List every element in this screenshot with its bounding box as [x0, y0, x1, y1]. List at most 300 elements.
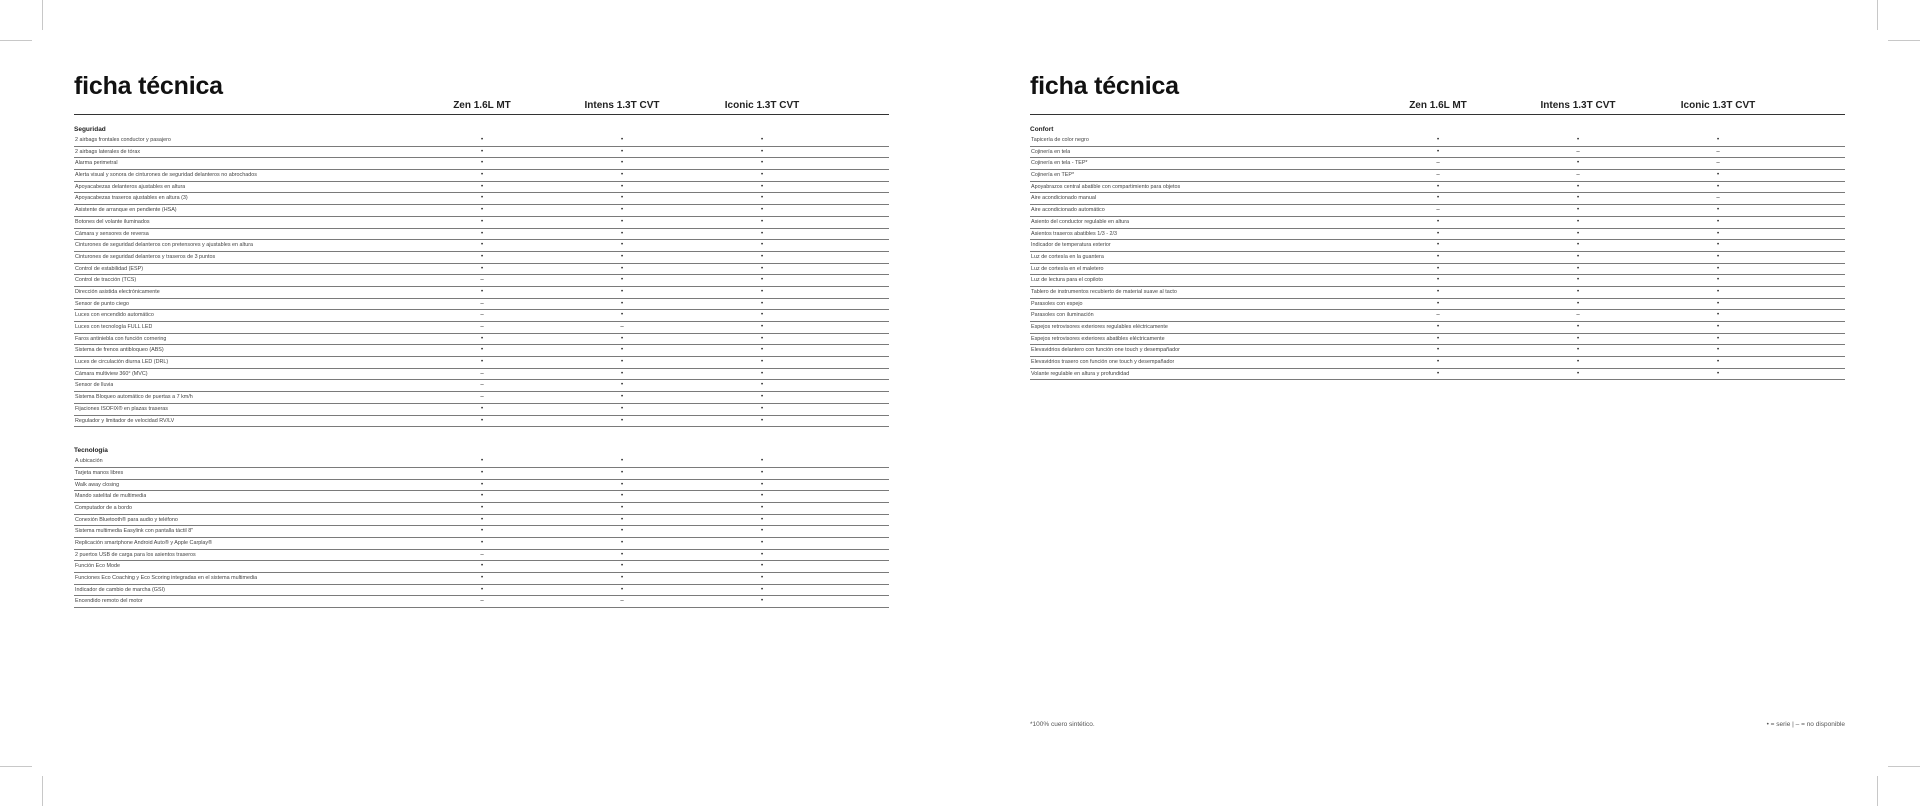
table-row [1030, 322, 1845, 334]
availability-mark: • [480, 417, 484, 424]
availability-mark: • [620, 516, 624, 523]
table-row [74, 480, 889, 492]
table-row [74, 526, 889, 538]
availability-mark: • [620, 417, 624, 424]
availability-mark: • [480, 540, 484, 546]
availability-mark: • [1436, 347, 1440, 354]
availability-mark: • [1436, 218, 1440, 225]
availability-mark: • [480, 148, 484, 155]
availability-mark: – [1436, 312, 1440, 319]
table-row [1030, 135, 1845, 147]
availability-mark: • [480, 218, 484, 225]
availability-mark: • [1716, 288, 1720, 295]
availability-mark: • [760, 563, 764, 570]
feature-label: Sistema Bloqueo automático de puertas a 7 km/h [75, 394, 193, 401]
availability-mark: • [1436, 277, 1440, 284]
availability-mark: • [760, 405, 764, 412]
availability-mark: • [760, 516, 764, 523]
table-row [74, 205, 889, 217]
availability-mark: • [620, 148, 624, 155]
availability-mark: • [760, 335, 764, 342]
availability-mark: • [620, 172, 624, 179]
crop-mark [0, 766, 32, 767]
availability-mark: • [480, 493, 484, 500]
table-row [1030, 182, 1845, 194]
table-row [74, 573, 889, 585]
availability-mark: • [1716, 277, 1720, 284]
availability-mark: • [760, 230, 764, 237]
feature-label: Parasoles con espejo [1031, 300, 1083, 307]
column-header-zen: Zen 1.6L MT [453, 100, 511, 111]
availability-mark: • [1716, 335, 1720, 342]
availability-mark: • [620, 347, 624, 354]
feature-label: 2 puertos USB de carga para los asientos traseros [75, 551, 196, 558]
availability-mark: • [480, 242, 484, 249]
availability-mark: • [760, 218, 764, 225]
feature-label: A ubicación [75, 458, 103, 465]
feature-label: Conexión Bluetooth® para audio y teléfono [75, 516, 178, 523]
availability-mark: – [1576, 312, 1580, 319]
availability-mark: • [1436, 265, 1440, 272]
table-row [74, 182, 889, 194]
table-row [1030, 275, 1845, 287]
table-row [74, 404, 889, 416]
spec-sections [1030, 124, 1845, 380]
feature-label: Control de estabilidad (ESP) [75, 265, 144, 272]
availability-mark: • [760, 347, 764, 354]
availability-mark: • [1716, 137, 1720, 143]
table-row [74, 217, 889, 229]
feature-label: Cojinería en tela - TEP* [1031, 160, 1088, 167]
table-row [74, 585, 889, 597]
availability-mark: – [480, 277, 484, 284]
availability-mark: • [1576, 242, 1580, 249]
availability-mark: • [1436, 335, 1440, 342]
availability-mark: • [480, 586, 484, 593]
availability-mark: • [760, 598, 764, 605]
availability-mark: – [1716, 160, 1720, 167]
availability-mark: • [620, 160, 624, 167]
feature-label: Luz de cortesía en el maletero [1031, 265, 1104, 272]
header-divider [1030, 114, 1845, 115]
availability-mark: • [1436, 183, 1440, 190]
feature-label: Cinturones de seguridad delanteros con pretensores y ajustables en altura [75, 242, 254, 249]
availability-mark: • [760, 359, 764, 366]
crop-mark [1877, 776, 1878, 806]
page-title: ficha técnica [1030, 72, 1179, 100]
availability-mark: • [1716, 242, 1720, 249]
availability-mark: • [480, 469, 484, 476]
availability-mark: • [760, 253, 764, 260]
availability-mark: • [760, 242, 764, 249]
feature-label: Alarma perimetral [75, 160, 118, 167]
availability-mark: • [760, 300, 764, 307]
feature-label: Indicador de temperatura exterior [1031, 242, 1111, 249]
availability-mark: • [620, 335, 624, 342]
table-row [1030, 357, 1845, 369]
table-row [74, 503, 889, 515]
table-row [74, 158, 889, 170]
availability-mark: • [1576, 207, 1580, 214]
availability-mark: • [1716, 265, 1720, 272]
availability-mark: – [1716, 195, 1720, 202]
column-headers [74, 100, 889, 114]
availability-mark: • [1436, 137, 1440, 143]
table-row [74, 135, 889, 147]
feature-label: Computador de a bordo [75, 504, 132, 511]
feature-label: Luces de circulación diurna LED (DRL) [75, 359, 169, 366]
availability-mark: • [1576, 359, 1580, 366]
table-row [74, 334, 889, 346]
feature-label: Faros antiniebla con función cornering [75, 335, 167, 342]
table-row [1030, 193, 1845, 205]
feature-label: Cinturones de seguridad delanteros y traseros de 3 puntos [75, 253, 216, 260]
availability-mark: • [620, 551, 624, 558]
feature-label: Replicación smartphone Android Auto® y Apple Carplay® [75, 540, 213, 546]
crop-mark [42, 776, 43, 806]
availability-mark: • [760, 265, 764, 272]
left-page [74, 0, 889, 806]
availability-mark: • [1716, 359, 1720, 366]
feature-label: Luz de lectura para el copiloto [1031, 277, 1103, 284]
feature-label: Tablero de instrumentos recubierto de material suave al tacto [1031, 288, 1177, 295]
availability-mark: • [620, 563, 624, 570]
availability-mark: • [1716, 324, 1720, 330]
feature-label: Luces con tecnología FULL LED [75, 324, 153, 330]
table-row [74, 357, 889, 369]
availability-mark: • [620, 265, 624, 272]
availability-mark: • [480, 563, 484, 570]
feature-label: Sistema de frenos antibloqueo (ABS) [75, 347, 164, 354]
table-row [1030, 205, 1845, 217]
feature-label: Parasoles con iluminación [1031, 312, 1094, 319]
table-row [74, 310, 889, 322]
availability-mark: • [1576, 195, 1580, 202]
availability-mark: • [1576, 265, 1580, 272]
feature-label: Apoyacabezas traseros ajustables en altura (3) [75, 195, 188, 202]
availability-mark: • [1576, 183, 1580, 190]
availability-mark: • [1576, 370, 1580, 377]
table-row [74, 322, 889, 334]
availability-mark: • [480, 347, 484, 354]
availability-mark: • [1436, 242, 1440, 249]
availability-mark: • [1576, 335, 1580, 342]
availability-mark: • [760, 183, 764, 190]
availability-mark: • [620, 575, 624, 582]
table-row [74, 491, 889, 503]
section-title: Tecnología [74, 447, 108, 455]
table-row [74, 538, 889, 550]
crop-mark [1888, 766, 1920, 767]
feature-label: Regulador y limitador de velocidad RV/LV [75, 417, 175, 424]
table-row [74, 369, 889, 381]
table-row [1030, 299, 1845, 311]
availability-mark: • [1436, 324, 1440, 330]
feature-label: Sensor de punto ciego [75, 300, 129, 307]
feature-label: Fijaciones ISOFIX® en plazas traseras [75, 405, 168, 412]
availability-mark: • [620, 230, 624, 237]
table-row [74, 264, 889, 276]
availability-mark: • [620, 277, 624, 284]
table-row [1030, 147, 1845, 159]
feature-label: Cámara multiview 360° (MVC) [75, 370, 148, 377]
table-row [1030, 334, 1845, 346]
availability-mark: • [760, 551, 764, 558]
availability-mark: • [480, 528, 484, 535]
availability-mark: • [1576, 230, 1580, 237]
table-row [1030, 310, 1845, 322]
availability-mark: • [620, 207, 624, 214]
availability-mark: • [760, 195, 764, 202]
feature-label: Asiento del conductor regulable en altura [1031, 218, 1129, 225]
feature-label: Función Eco Mode [75, 563, 120, 570]
table-row [74, 240, 889, 252]
availability-mark: • [480, 253, 484, 260]
availability-mark: • [1716, 230, 1720, 237]
feature-label: Tapicería de color negro [1031, 137, 1089, 143]
table-row [1030, 158, 1845, 170]
table-row [1030, 170, 1845, 182]
feature-label: Cámara y sensores de reversa [75, 230, 149, 237]
table-row [74, 345, 889, 357]
availability-mark: – [480, 382, 484, 389]
table-row [1030, 252, 1845, 264]
feature-label: Tarjeta manos libres [75, 469, 124, 476]
availability-mark: • [620, 218, 624, 225]
availability-mark: • [1436, 230, 1440, 237]
table-row [1030, 369, 1845, 381]
table-row [1030, 240, 1845, 252]
column-headers [1030, 100, 1845, 114]
availability-mark: • [620, 504, 624, 511]
availability-mark: • [620, 394, 624, 401]
availability-mark: • [760, 528, 764, 535]
availability-mark: • [620, 242, 624, 249]
availability-mark: • [620, 312, 624, 319]
table-row [1030, 287, 1845, 299]
availability-mark: • [760, 207, 764, 214]
table-row [1030, 229, 1845, 241]
feature-label: Funciones Eco Coaching y Eco Scoring integradas en el sistema multimedia [75, 575, 258, 582]
availability-mark: • [1716, 300, 1720, 307]
availability-mark: • [1716, 218, 1720, 225]
availability-mark: – [480, 370, 484, 377]
availability-mark: • [760, 458, 764, 465]
availability-mark: • [620, 528, 624, 535]
table-row [74, 468, 889, 480]
availability-mark: • [1716, 172, 1720, 179]
feature-label: Encendido remoto del motor [75, 598, 143, 605]
availability-mark: – [480, 598, 484, 605]
availability-mark: • [1576, 160, 1580, 167]
feature-label: Cojinería en tela [1031, 148, 1071, 155]
feature-label: Apoyacabezas delanteros ajustables en altura [75, 183, 186, 190]
availability-mark: • [760, 324, 764, 330]
feature-label: Asistente de arranque en pendiente (HSA) [75, 207, 177, 214]
header-divider [74, 114, 889, 115]
availability-mark: • [1716, 253, 1720, 260]
availability-mark: • [480, 183, 484, 190]
feature-label: Indicador de cambio de marcha (GSI) [75, 586, 165, 593]
availability-mark: • [1436, 370, 1440, 377]
availability-mark: • [760, 370, 764, 377]
table-row [74, 416, 889, 428]
availability-mark: • [480, 160, 484, 167]
availability-mark: – [1576, 148, 1580, 155]
table-row [74, 561, 889, 573]
availability-mark: • [760, 172, 764, 179]
availability-mark: • [480, 207, 484, 214]
feature-label: Botones del volante iluminados [75, 218, 150, 225]
feature-label: Volante regulable en altura y profundidad [1031, 370, 1130, 377]
column-header-iconic: Iconic 1.3T CVT [724, 100, 800, 111]
availability-mark: • [760, 504, 764, 511]
footnote: *100% cuero sintético. [1030, 721, 1095, 728]
table-row [74, 170, 889, 182]
column-header-intens: Intens 1.3T CVT [1540, 100, 1616, 111]
availability-mark: – [1436, 160, 1440, 167]
availability-mark: • [620, 183, 624, 190]
availability-mark: • [480, 335, 484, 342]
availability-mark: • [760, 277, 764, 284]
availability-mark: • [1716, 207, 1720, 214]
availability-mark: • [1576, 253, 1580, 260]
availability-mark: • [620, 300, 624, 307]
availability-mark: • [760, 481, 764, 488]
availability-mark: • [1576, 300, 1580, 307]
feature-label: Walk away closing [75, 481, 120, 488]
table-row [74, 596, 889, 608]
availability-mark: – [1576, 172, 1580, 179]
table-row [74, 515, 889, 527]
availability-mark: – [1716, 148, 1720, 155]
table-row [1030, 345, 1845, 357]
availability-mark: • [760, 160, 764, 167]
crop-mark [1877, 0, 1878, 30]
availability-mark: • [480, 575, 484, 582]
availability-mark: – [620, 598, 624, 605]
feature-label: Luces con encendido automático [75, 312, 154, 319]
crop-mark [1888, 40, 1920, 41]
availability-mark: • [480, 359, 484, 366]
feature-label: Dirección asistida electrónicamente [75, 288, 160, 295]
availability-mark: • [480, 265, 484, 272]
availability-mark: • [620, 195, 624, 202]
availability-mark: • [760, 493, 764, 500]
table-row [74, 550, 889, 562]
availability-mark: • [620, 469, 624, 476]
availability-mark: • [620, 481, 624, 488]
availability-mark: • [480, 195, 484, 202]
availability-mark: • [480, 405, 484, 412]
availability-mark: • [620, 253, 624, 260]
feature-label: Espejos retrovisores exteriores abatibles eléctricamente [1031, 335, 1165, 342]
availability-mark: – [480, 300, 484, 307]
availability-mark: • [1576, 347, 1580, 354]
availability-mark: • [620, 586, 624, 593]
availability-mark: • [1576, 218, 1580, 225]
feature-label: Alerta visual y sonora de cinturones de seguridad delanteros no abrochados [75, 172, 257, 179]
availability-mark: • [1576, 288, 1580, 295]
crop-mark [42, 0, 43, 30]
availability-mark: • [1436, 288, 1440, 295]
availability-mark: – [480, 551, 484, 558]
availability-mark: • [760, 575, 764, 582]
availability-mark: • [1716, 347, 1720, 354]
feature-label: Mando satelital de multimedia [75, 493, 147, 500]
feature-label: Sensor de lluvia [75, 382, 114, 389]
availability-mark: • [1716, 370, 1720, 377]
availability-mark: • [1576, 324, 1580, 330]
feature-label: Espejos retrovisores exteriores regulables eléctricamente [1031, 324, 1168, 330]
availability-mark: • [620, 370, 624, 377]
availability-mark: • [760, 137, 764, 143]
table-row [74, 147, 889, 159]
availability-mark: • [1716, 312, 1720, 319]
availability-mark: • [760, 417, 764, 424]
feature-label: 2 airbags frontales conductor y pasajero [75, 137, 171, 143]
availability-mark: • [620, 493, 624, 500]
table-row [1030, 217, 1845, 229]
availability-mark: • [760, 469, 764, 476]
feature-label: Asientos traseros abatibles 1/3 - 2/3 [1031, 230, 1117, 237]
availability-mark: • [480, 230, 484, 237]
availability-mark: – [620, 324, 624, 330]
availability-mark: • [480, 481, 484, 488]
availability-mark: – [1436, 207, 1440, 214]
availability-mark: • [620, 137, 624, 143]
availability-mark: • [760, 540, 764, 546]
availability-mark: • [1576, 277, 1580, 284]
availability-mark: • [620, 540, 624, 546]
availability-mark: • [620, 359, 624, 366]
feature-label: Elevavidrios trasero con función one touch y desempañador [1031, 359, 1175, 366]
column-header-zen: Zen 1.6L MT [1409, 100, 1467, 111]
table-row [74, 392, 889, 404]
availability-mark: • [620, 405, 624, 412]
table-row [74, 275, 889, 287]
availability-mark: • [480, 516, 484, 523]
availability-mark: • [1576, 137, 1580, 143]
feature-label: Sistema multimedia Easylink con pantalla táctil 8" [75, 528, 194, 535]
table-row [74, 380, 889, 392]
table-row [74, 456, 889, 468]
feature-label: 2 airbags laterales de tórax [75, 148, 141, 155]
crop-mark [0, 40, 32, 41]
section-spacer [74, 427, 889, 445]
availability-mark: • [1716, 183, 1720, 190]
availability-mark: • [620, 382, 624, 389]
column-header-iconic: Iconic 1.3T CVT [1680, 100, 1756, 111]
availability-mark: • [1436, 359, 1440, 366]
availability-mark: – [480, 394, 484, 401]
feature-label: Elevavidrios delantero con función one touch y desempañador [1031, 347, 1180, 354]
availability-mark: • [760, 394, 764, 401]
section-title: Confort [1030, 126, 1054, 133]
availability-mark: – [1436, 172, 1440, 179]
availability-mark: • [1436, 148, 1440, 155]
feature-label: Cojinería en TEP* [1031, 172, 1075, 179]
table-row [1030, 264, 1845, 276]
table-row [74, 287, 889, 299]
feature-label: Control de tracción (TCS) [75, 277, 137, 284]
availability-mark: • [1436, 253, 1440, 260]
availability-mark: – [480, 312, 484, 319]
availability-mark: • [760, 288, 764, 295]
legend: • = serie | – = no disponible [1766, 721, 1845, 728]
availability-mark: • [1436, 300, 1440, 307]
table-row [74, 229, 889, 241]
